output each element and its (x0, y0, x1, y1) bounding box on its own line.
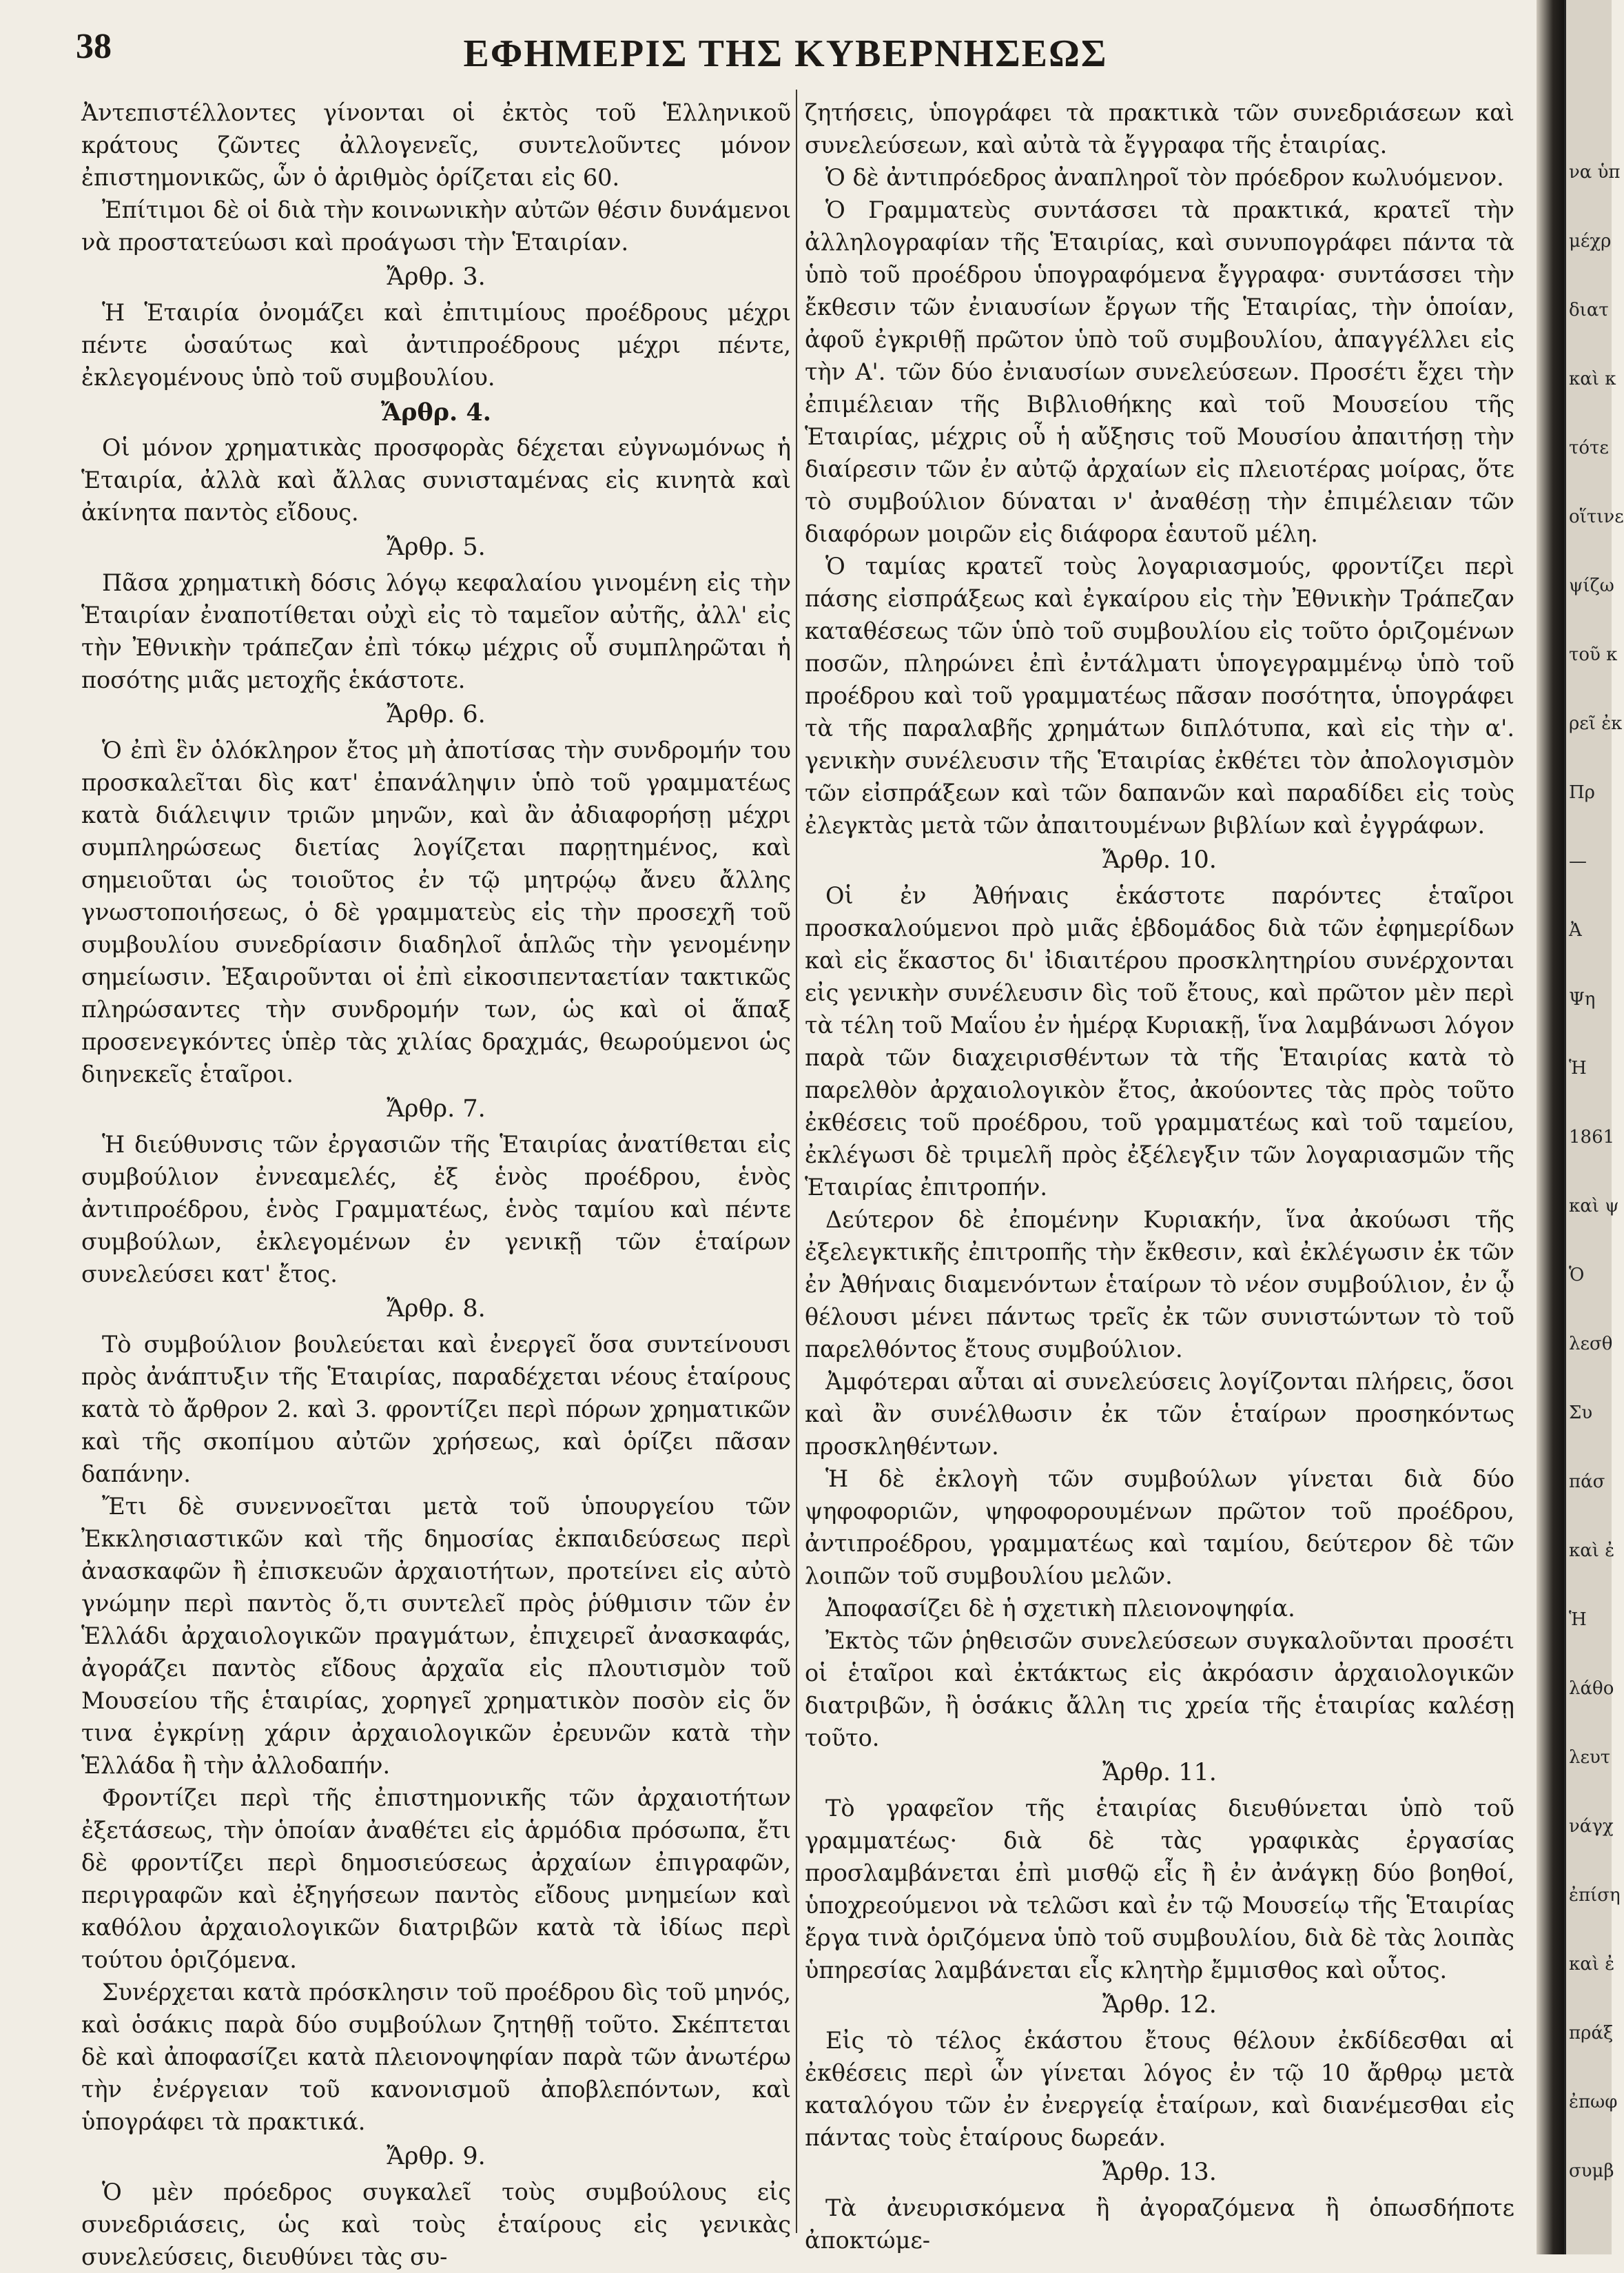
edge-text-fragment: νάγχ (1569, 1816, 1614, 1837)
paragraph: Εἰς τὸ τέλος ἑκάστου ἔτους θέλουν ἐκδίδεσθαι αἱ ἐκθέσεις περὶ ὧν γίνεται λόγος ἐν τῷ 10 ἄρθρῳ μετὰ καταλόγου τῶν ἐν ἐνεργείᾳ ἑταίρων, καὶ διανέμεσθαι εἰς πάντας τοὺς ἑταίρους δωρεάν. (805, 2027, 1514, 2151)
article-heading: Ἄρθρ. 11. (1102, 1759, 1217, 1786)
edge-text-fragment: λευτ (1569, 1747, 1611, 1768)
article-heading: Ἄρθρ. 6. (387, 701, 486, 728)
edge-text-fragment: πάσ (1569, 1471, 1605, 1492)
adjacent-page-edge (1564, 0, 1624, 2254)
paragraph: ζητήσεις, ὑπογράφει τὰ πρακτικὰ τῶν συνεδριάσεων καὶ συνελεύσεων, καὶ αὐτὰ τὰ ἔγγραφα τῆς ἑταιρίας. (805, 99, 1514, 159)
edge-text-fragment: Ψη (1569, 989, 1596, 1010)
edge-text-fragment: διατ (1569, 300, 1609, 320)
paragraph: Ἡ δὲ ἐκλογὴ τῶν συμβούλων γίνεται διὰ δύο ψηφοφοριῶν, ψηφοφορουμένων πρῶτον τοῦ προέδρου, ἀντιπροέδρου, γραμματέως καὶ ταμίου, δεύτερον δὲ τῶν λοιπῶν τοῦ συμβουλίου μελῶν. (805, 1465, 1514, 1589)
column-divider (796, 90, 797, 2233)
edge-text-fragment: μέχρ (1569, 231, 1612, 252)
article-heading: Ἄρθρ. 5. (387, 533, 486, 561)
edge-text-fragment: Ἡ (1569, 1609, 1587, 1630)
paragraph: Φροντίζει περὶ τῆς ἐπιστημονικῆς τῶν ἀρχαιοτήτων ἐξετάσεως, τὴν ὁποίαν ἀναθέτει εἰς ἁρμόδια πρόσωπα, ἔτι δὲ φροντίζει περὶ δημοσιεύσεως ἀρχαίων ἐπιγραφῶν, περιγραφῶν καὶ ἐξηγήσεων παντὸς εἴδους μνημείων καὶ καθόλου ἀρχαιολογικῶν διατριβῶν κατὰ τὰ ἰδίως περὶ τούτου ὁριζόμενα. (81, 1784, 791, 1973)
edge-text-fragment: τοῦ κ (1569, 644, 1618, 665)
edge-text-fragment: καὶ κ (1569, 369, 1616, 389)
paragraph: Πᾶσα χρηματικὴ δόσις λόγῳ κεφαλαίου γινομένη εἰς τὴν Ἑταιρίαν ἐναποτίθεται οὐχὶ εἰς τὸ ταμεῖον αὐτῆς, ἀλλ' εἰς τὴν Ἐθνικὴν τράπεζαν ἐπὶ τόκῳ μέχρις οὗ συμπληρῶται ἡ ποσότης μιᾶς μετοχῆς ἑκάστοτε. (81, 569, 791, 693)
edge-text-fragment: ρεῖ ἐκ (1569, 713, 1623, 734)
paragraph: Ἐπίτιμοι δὲ οἱ διὰ τὴν κοινωνικὴν αὐτῶν θέσιν δυνάμενοι νὰ προστατεύωσι καὶ προάγωσι τὴν Ἑταιρίαν. (81, 196, 791, 256)
edge-text-fragment: συμβ (1569, 2161, 1614, 2181)
edge-text-fragment: Ἀ (1569, 920, 1582, 941)
edge-text-fragment: να ὑπ (1569, 162, 1621, 183)
article-heading: Ἄρθρ. 4. (381, 398, 491, 427)
edge-text-fragment: καὶ ἐ (1569, 1954, 1615, 1975)
article-heading: Ἄρθρ. 9. (387, 2143, 486, 2170)
edge-text-fragment: καὶ ψ (1569, 1196, 1619, 1216)
binding-shadow (1536, 0, 1564, 2254)
edge-text-fragment: 1861 (1569, 1127, 1615, 1148)
edge-text-fragment: Πρ (1569, 782, 1595, 803)
paragraph: Ὁ ταμίας κρατεῖ τοὺς λογαριασμούς, φροντίζει περὶ πάσης εἰσπράξεως καὶ ἐγκαίρου εἰς τὴν Ἐθνικὴν Τράπεζαν καταθέσεως τῶν ὑπὸ τοῦ συμβουλίου εἰς τοῦτο ὁριζομένων ποσῶν, πληρώνει ἐπὶ ἐντάλματι ὑπογεγραμμένῳ ὑπὸ τοῦ προέδρου καὶ τοῦ γραμματέως πᾶσαν ποσότητα, ὑπογράφει τὰ τῆς παραλαβῆς χρημάτων διπλότυπα, καὶ εἰς τὴν α'. γενικὴν συνέλευσιν τῆς Ἑταιρίας ἐκθέτει τὸν ἀπολογισμὸν τῶν εἰσπράξεων καὶ τῶν δαπανῶν καὶ παραδίδει εἰς τοὺς ἐλεγκτὰς μετὰ τῶν ἀπαιτουμένων βιβλίων καὶ ἐγγράφων. (805, 553, 1514, 839)
article-heading: Ἄρθρ. 12. (1102, 1991, 1217, 2019)
paragraph: Ὁ Γραμματεὺς συντάσσει τὰ πρακτικά, κρατεῖ τὴν ἀλληλογραφίαν τῆς Ἑταιρίας, καὶ συνυπογράφει πάντα τὰ ὑπὸ τοῦ προέδρου ὑπογραφόμενα ἔγγραφα· συντάσσει τὴν ἔκθεσιν τῶν ἐνιαυσίων ἔργων τῆς Ἑταιρίας, τὴν ὁποίαν, ἀφοῦ ἐγκριθῇ πρῶτον ὑπὸ τοῦ συμβουλίου, ἀπαγγέλλει εἰς τὴν Α'. τῶν δύο ἐνιαυσίων συνελεύσεων. Προσέτι ἔχει τὴν ἐπιμέλειαν τῆς Βιβλιοθήκης καὶ τοῦ Μουσείου τῆς Ἑταιρίας, μέχρις οὗ ἡ αὔξησις τοῦ Μουσίου ἀπαιτήσῃ τὴν διαίρεσιν τῶν ἐν αὐτῷ ἀρχαίων εἰς πλειοτέρας μοίρας, ὅτε τὸ συμβούλιον δύναται ν' ἀναθέσῃ τὴν ἐπιμέλειαν τῶν διαφόρων μοιρῶν εἰς διάφορα ἑαυτοῦ μέλη. (805, 196, 1514, 547)
article-heading: Ἄρθρ. 8. (387, 1295, 486, 1323)
paragraph: Ἡ Ἑταιρία ὀνομάζει καὶ ἐπιτιμίους προέδρους μέχρι πέντε ὡσαύτως καὶ ἀντιπροέδρους μέχρι πέντε, ἐκλεγομένους ὑπὸ τοῦ συμβουλίου. (81, 299, 791, 391)
page-header (76, 26, 1495, 88)
article-heading: Ἄρθρ. 13. (1102, 2159, 1217, 2186)
paragraph: Ἔτι δὲ συνεννοεῖται μετὰ τοῦ ὑπουργείου τῶν Ἐκκλησιαστικῶν καὶ τῆς δημοσίας ἐκπαιδεύσεως περὶ ἀνασκαφῶν ἢ ἐπισκευῶν ἀρχαιοτήτων, προτείνει εἰς αὐτὸ γνώμην περὶ παντὸς ὅ,τι συντελεῖ πρὸς ῥύθμισιν τῶν ἐν Ἑλλάδι ἀρχαιολογικῶν πραγμάτων, ἐπιχειρεῖ ἀνασκαφάς, ἀγοράζει παντὸς εἴδους ἀρχαῖα εἰς πλουτισμὸν τοῦ Μουσείου τῆς ἑταιρίας, χορηγεῖ χρηματικὸν ποσὸν εἰς ὅν τινα ἐγκρίνῃ χάριν ἀρχαιολογικῶν ἐρευνῶν κατὰ τὴν Ἑλλάδα ἢ τὴν ἀλλοδαπήν. (81, 1493, 791, 1779)
article-heading: Ἄρθρ. 3. (387, 263, 486, 291)
edge-text-fragment: Ἡ (1569, 1058, 1587, 1079)
edge-text-fragment: ἐπωφ (1569, 2092, 1618, 2112)
edge-text-fragment: Ὁ (1569, 1265, 1585, 1285)
paragraph: Ἀποφασίζει δὲ ἡ σχετικὴ πλειονοψηφία. (825, 1595, 1295, 1622)
edge-text-fragment: καὶ ἐ (1569, 1540, 1615, 1561)
article-heading: Ἄρθρ. 7. (387, 1095, 486, 1123)
paragraph: Ἡ διεύθυνσις τῶν ἐργασιῶν τῆς Ἑταιρίας ἀνατίθεται εἰς συμβούλιον ἐννεαμελές, ἐξ ἑνὸς προέδρου, ἑνὸς ἀντιπροέδρου, ἑνὸς Γραμματέως, ἑνὸς ταμίου καὶ πέντε συμβούλων, ἐκλεγομένων ἐν γενικῇ τῶν ἑταίρων συνελεύσει κατ' ἔτος. (81, 1131, 791, 1287)
left-column (81, 96, 791, 2273)
paragraph: Δεύτερον δὲ ἐπομένην Κυριακήν, ἵνα ἀκούωσι τῆς ἐξελεγκτικῆς ἐπιτροπῆς τὴν ἔκθεσιν, καὶ ἐκλέγωσιν ἐκ τῶν ἐν Ἀθήναις διαμενόντων ἑταίρων τὸ νέον συμβούλιον, ἐν ᾧ θέλουσι μένει πάντως τρεῖς ἐκ τῶν συνιστώντων τὸ τοῦ παρελθόντος ἔτους συμβούλιον. (805, 1206, 1514, 1363)
paragraph: Ὁ μὲν πρόεδρος συγκαλεῖ τοὺς συμβούλους εἰς συνεδριάσεις, ὡς καὶ τοὺς ἑταίρους εἰς γενικὰς συνελεύσεις, διευθύνει τὰς συ- (81, 2179, 791, 2270)
edge-text-fragment: Συ (1569, 1403, 1593, 1423)
edge-text-fragment: λεσθ (1569, 1334, 1613, 1354)
article-heading: Ἄρθρ. 10. (1102, 846, 1217, 874)
page-title: ΕΦΗΜΕΡΙΣ ΤΗΣ ΚΥΒΕΡΝΗΣΕΩΣ (463, 32, 1108, 75)
paragraph: Τὸ συμβούλιον βουλεύεται καὶ ἐνεργεῖ ὅσα συντείνουσι πρὸς ἀνάπτυξιν τῆς Ἑταιρίας, παραδέχεται νέους ἑταίρους κατὰ τὸ ἄρθρον 2. καὶ 3. φροντίζει περὶ πόρων χρηματικῶν καὶ τῆς σκοπίμου αὐτῶν χρήσεως, καὶ ὁρίζει πᾶσαν δαπάνην. (81, 1331, 791, 1487)
edge-text-fragment: πράξ (1569, 2023, 1614, 2043)
paragraph: Ἀμφότεραι αὗται αἱ συνελεύσεις λογίζονται πλήρεις, ὅσοι καὶ ἂν συνέλθωσιν ἐκ τῶν ἑταίρων προσηκόντως προσκληθέντων. (805, 1368, 1514, 1460)
paragraph: Οἱ ἐν Ἀθήναις ἑκάστοτε παρόντες ἑταῖροι προσκαλούμενοι πρὸ μιᾶς ἑβδομάδος διὰ τῶν ἐφημερίδων καὶ εἰς ἕκαστος δι' ἰδιαιτέρου προσκλητηρίου συνέρχονται εἰς γενικὴν συνέλευσιν δὶς τοῦ ἔτους, καὶ πρῶτον μὲν περὶ τὰ τέλη τοῦ Μαΐου ἐν ἡμέρᾳ Κυριακῇ, ἵνα λαμβάνωσι λόγον παρὰ τῶν διαχειρισθέντων τὰ τῆς Ἑταιρίας κατὰ τὸ παρελθὸν ἀρχαιολογικὸν ἔτος, ἀκούοντες τὰς πρὸς τοῦτο ἐκθέσεις τοῦ προέδρου, τοῦ γραμματέως καὶ τοῦ ταμείου, ἐκλέγωσι δὲ τριμελῆ πρὸς ἐξέλεγξιν τῶν λογαριασμῶν τῆς Ἑταιρίας ἐπιτροπήν. (805, 882, 1514, 1201)
paragraph: Τὰ ἀνευρισκόμενα ἢ ἀγοραζόμενα ἢ ὁπωσδήποτε ἀποκτώμε- (805, 2194, 1514, 2254)
right-column (805, 96, 1514, 2256)
edge-text-fragment: — (1569, 851, 1587, 872)
edge-text-fragment: ἐπίση (1569, 1885, 1621, 1906)
page-number: 38 (76, 27, 112, 66)
paragraph: Ἐκτὸς τῶν ῥηθεισῶν συνελεύσεων συγκαλοῦνται προσέτι οἱ ἑταῖροι καὶ ἐκτάκτως εἰς ἀκρόασιν ἀρχαιολογικῶν διατριβῶν, ἢ ὁσάκις ἄλλη τις χρεία τῆς ἑταιρίας καλέσῃ τοῦτο. (805, 1627, 1514, 1751)
paragraph: Ἀντεπιστέλλοντες γίνονται οἱ ἐκτὸς τοῦ Ἑλληνικοῦ κράτους ζῶντες ἀλλογενεῖς, συντελοῦντες μόνον ἐπιστημονικῶς, ὧν ὁ ἀριθμὸς ὁρίζεται εἰς 60. (81, 99, 791, 191)
paragraph: Ὁ ἐπὶ ἓν ὁλόκληρον ἔτος μὴ ἀποτίσας τὴν συνδρομήν του προσκαλεῖται δὶς κατ' ἐπανάληψιν ὑπὸ τοῦ γραμματέως κατὰ διάλειψιν τριῶν μηνῶν, καὶ ἂν ἀδιαφορήσῃ μέχρι συμπληρώσεως διετίας λογίζεται παρῃτημένος, καὶ σημειοῦται ὡς τοιοῦτος ἐν τῷ μητρῴῳ ἄνευ ἄλλης γνωστοποιήσεως, ὁ δὲ γραμματεὺς εἰς τὴν προσεχῆ τοῦ συμβουλίου συνεδρίασιν διαδηλοῖ ἁπλῶς τὴν γενομένην σημείωσιν. Ἐξαιροῦνται οἱ ἐπὶ εἰκοσιπενταετίαν τακτικῶς πληρώσαντες τὴν συνδρομήν των, ὡς καὶ οἱ ἅπαξ προσενεγκόντες ὑπὲρ τὰς χιλίας δραχμάς, θεωρούμενοι ὡς διηνεκεῖς ἑταῖροι. (81, 737, 791, 1088)
paragraph: Συνέρχεται κατὰ πρόσκλησιν τοῦ προέδρου δὶς τοῦ μηνός, καὶ ὁσάκις παρὰ δύο συμβούλων ζητηθῇ τοῦτο. Σκέπτεται δὲ καὶ ἀποφασίζει κατὰ πλειονοψηφίαν παρὰ τῶν ἀνωτέρω τὴν ἐνέργειαν τοῦ κανονισμοῦ ἀποβλεπόντων, καὶ ὑπογράφει τὰ πρακτικά. (81, 1979, 791, 2135)
paragraph: Οἱ μόνον χρηματικὰς προσφορὰς δέχεται εὐγνωμόνως ἡ Ἑταιρία, ἀλλὰ καὶ ἄλλας συνισταμένας εἰς κινητὰ καὶ ἀκίνητα παντὸς εἴδους. (81, 434, 791, 526)
edge-text-fragment: οἵτινε (1569, 507, 1624, 527)
paragraph: Ὁ δὲ ἀντιπρόεδρος ἀναπληροῖ τὸν πρόεδρον κωλυόμενον. (825, 164, 1504, 191)
paragraph: Τὸ γραφεῖον τῆς ἑταιρίας διευθύνεται ὑπὸ τοῦ γραμματέως· διὰ δὲ τὰς γραφικὰς ἐργασίας προσλαμβάνεται ἐπὶ μισθῷ εἷς ἢ ἐν ἀνάγκῃ δύο βοηθοί, ὑποχρεούμενοι νὰ τελῶσι καὶ ἐν τῷ Μουσείῳ τῆς Ἑταιρίας ἔργα τινὰ ὁριζόμενα ὑπὸ τοῦ συμβουλίου, διὰ δὲ τὰς λοιπὰς ὑπηρεσίας λαμβάνεται εἷς κλητὴρ ἔμμισθος καὶ οὗτος. (805, 1795, 1514, 1984)
edge-text-fragment: λάθο (1569, 1678, 1614, 1699)
edge-text-fragment: τότε (1569, 438, 1609, 458)
edge-text-fragment: ψίζω (1569, 575, 1614, 596)
